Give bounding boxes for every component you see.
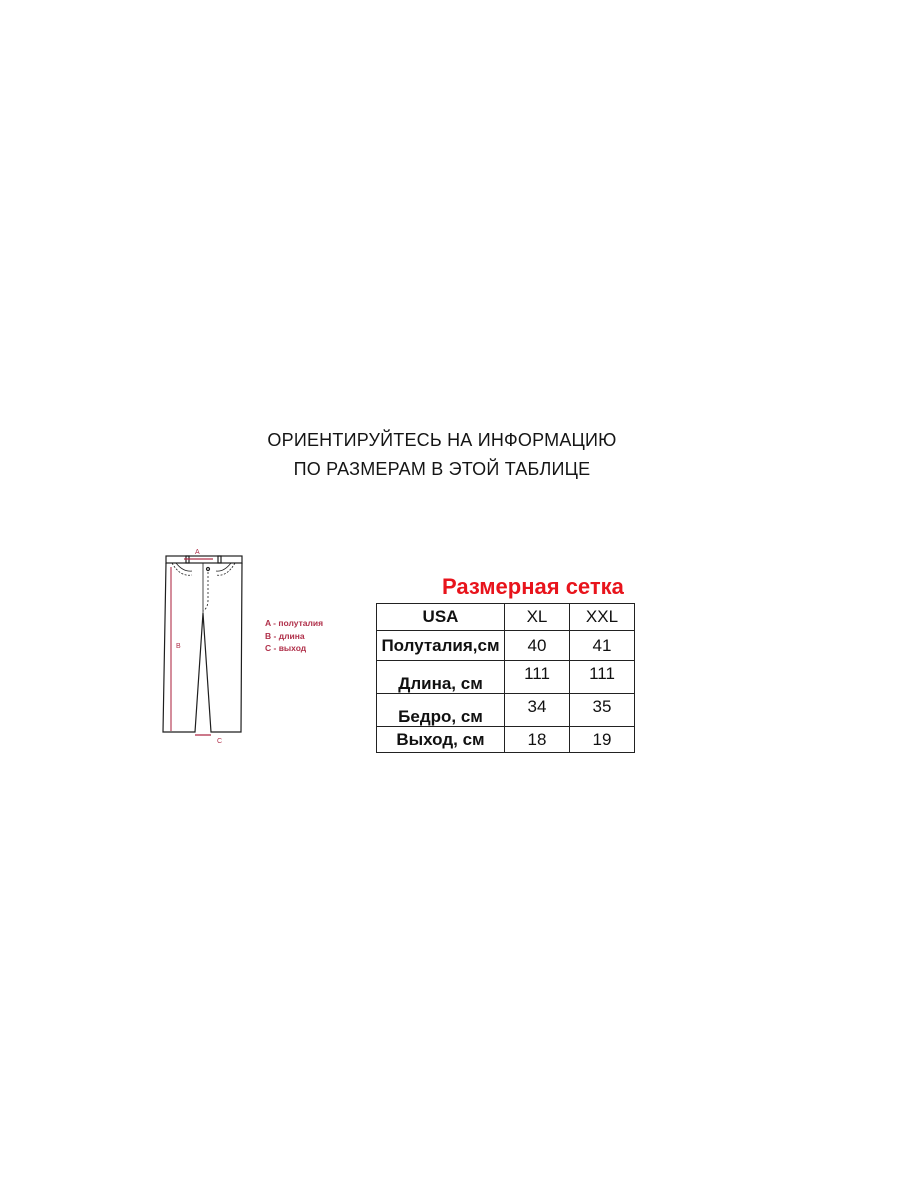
table-row	[377, 631, 635, 661]
legend-item-b: B - длина	[265, 630, 305, 641]
row-value: 40	[505, 631, 570, 661]
row-value: 41	[570, 631, 635, 661]
table-header-row	[377, 604, 635, 631]
row-label	[377, 661, 505, 694]
row-label: Полуталия,см	[377, 631, 505, 661]
row-label: Выход, см	[377, 727, 505, 753]
header-size-xl: XL	[505, 604, 570, 631]
header-size-xxl: XXL	[570, 604, 635, 631]
row-label-text: Длина, см	[398, 674, 483, 693]
row-value-text: 111	[524, 664, 550, 683]
row-value: 18	[505, 727, 570, 753]
size-table	[376, 603, 635, 753]
heading-line-1: ОРИЕНТИРУЙТЕСЬ НА ИНФОРМАЦИЮ	[267, 430, 617, 450]
row-value-text: 35	[592, 697, 612, 716]
marker-c: C	[217, 738, 223, 745]
row-label	[377, 694, 505, 727]
table-row	[377, 661, 635, 694]
marker-b: B	[176, 643, 181, 650]
row-value-text: 111	[589, 664, 615, 683]
heading-line-2: ПО РАЗМЕРАМ В ЭТОЙ ТАБЛИЦЕ	[293, 459, 591, 479]
table-row	[377, 694, 635, 727]
size-grid-title: Размерная сетка	[442, 574, 624, 599]
pants-diagram	[150, 545, 260, 750]
row-value	[505, 694, 570, 727]
measurement-legend	[265, 617, 323, 655]
legend-item-c: C - выход	[265, 643, 307, 653]
row-label-text: Бедро, см	[398, 707, 483, 726]
legend-item-a: A - полуталия	[265, 618, 324, 628]
row-value	[570, 661, 635, 694]
row-value	[570, 694, 635, 727]
marker-a: A	[195, 549, 200, 556]
header-label-cell: USA	[377, 604, 505, 631]
row-value-text: 34	[527, 697, 547, 716]
row-value	[505, 661, 570, 694]
table-row	[377, 727, 635, 753]
pants-outline	[163, 556, 242, 732]
row-value: 19	[570, 727, 635, 753]
